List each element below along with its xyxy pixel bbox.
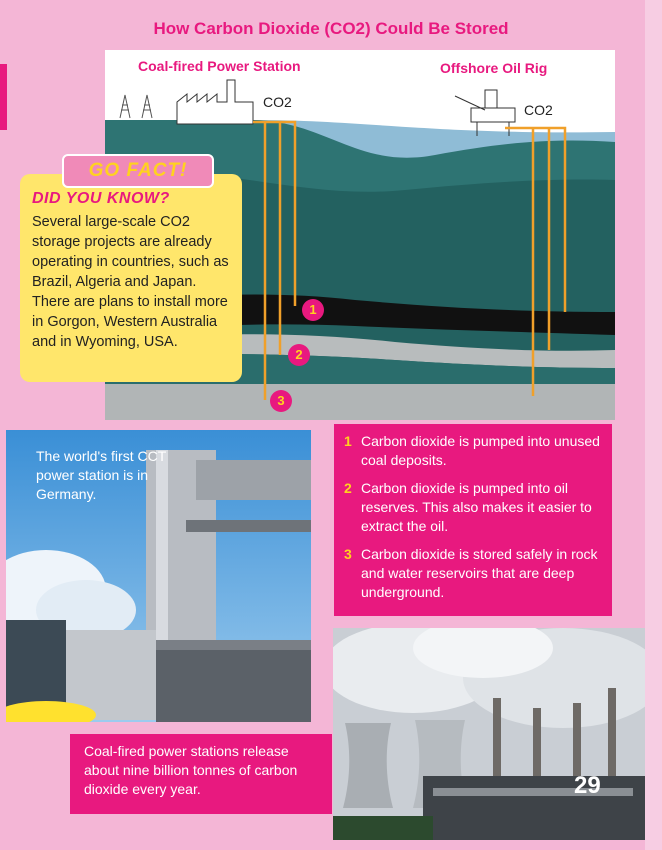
did-you-know-heading: DID YOU KNOW? xyxy=(32,190,170,207)
page-number: 29 xyxy=(574,772,601,799)
badge-1: 1 xyxy=(302,299,324,321)
cooling-towers-photo xyxy=(333,628,645,840)
bottom-caption-box xyxy=(70,734,332,814)
cooling-towers-illustration xyxy=(333,628,645,840)
badge-2: 2 xyxy=(288,344,310,366)
go-fact-text: Several large-scale CO2 storage projects are already operating in countries, such as Brazil, Algeria and Japan. There are plans to install more in Gorgon, Western Australia and in Wyoming, USA. xyxy=(32,214,229,350)
go-fact-title: GO FACT! xyxy=(62,154,214,188)
step-2 xyxy=(344,479,606,536)
coal-station-label: Coal-fired Power Station xyxy=(138,58,301,74)
step-text: Carbon dioxide is pumped into unused coal deposits. xyxy=(361,433,600,468)
step-number: 1 xyxy=(344,433,352,449)
power-station-caption: The world's first CCT power station is in Germany. xyxy=(36,448,166,502)
step-number: 3 xyxy=(344,546,352,562)
bottom-caption-text: Coal-fired power stations release about nine billion tonnes of carbon dioxide every year. xyxy=(84,743,298,797)
page-title: How Carbon Dioxide (CO2) Could Be Stored xyxy=(153,19,509,38)
oil-rig-label: Offshore Oil Rig xyxy=(440,60,548,76)
step-text: Carbon dioxide is stored safely in rock and water reservoirs that are deep underground. xyxy=(361,546,598,600)
edge-bar xyxy=(0,64,7,130)
step-1 xyxy=(344,432,606,470)
page-edge xyxy=(645,0,662,850)
steps-box xyxy=(334,424,612,616)
co2-label-coal: CO2 xyxy=(263,94,292,110)
co2-label-rig: CO2 xyxy=(524,102,553,118)
step-3 xyxy=(344,545,606,602)
step-text: Carbon dioxide is pumped into oil reserves. This also makes it easier to extract the oil. xyxy=(361,480,592,534)
step-number: 2 xyxy=(344,480,352,496)
badge-3: 3 xyxy=(270,390,292,412)
